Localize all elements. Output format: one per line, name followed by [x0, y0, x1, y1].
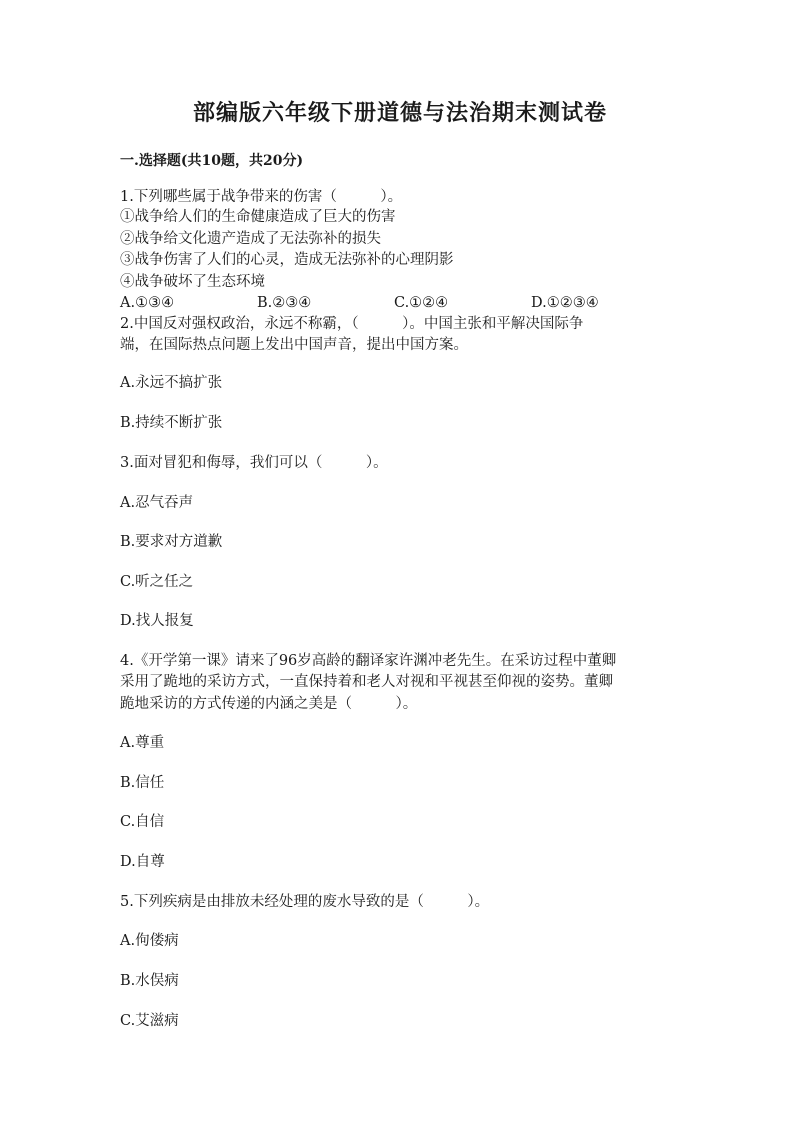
option-d[interactable]: D.自尊: [120, 854, 165, 870]
option-c[interactable]: C.自信: [120, 814, 165, 830]
option-b[interactable]: B.要求对方道歉: [120, 534, 223, 550]
question-4-stem: 4.《开学第一课》请来了96岁高龄的翻译家许渊冲老先生。在采访过程中董卿: [120, 653, 617, 669]
option-b[interactable]: B.水俣病: [120, 973, 179, 989]
question-3-stem: 3.面对冒犯和侮辱，我们可以（ ）。: [120, 455, 388, 471]
option-c[interactable]: C.听之任之: [120, 574, 194, 590]
question-2-stem: 端，在国际热点问题上发出中国声音，提出中国方案。: [120, 337, 468, 353]
option-d[interactable]: D.找人报复: [120, 613, 194, 629]
option-a[interactable]: A.永远不搞扩张: [120, 375, 223, 391]
question-1-item: ②战争给文化遗产造成了无法弥补的损失: [120, 231, 381, 247]
question-1-item: ③战争伤害了人们的心灵，造成无法弥补的心理阴影: [120, 252, 454, 268]
question-1-options: [120, 293, 680, 313]
question-5-stem: 5.下列疾病是由排放未经处理的废水导致的是（ ）。: [120, 894, 490, 910]
question-1-stem: 1.下列哪些属于战争带来的伤害（ ）。: [120, 189, 403, 205]
question-1-item: ④战争破坏了生态环境: [120, 274, 265, 290]
question-4-stem: 跪地采访的方式传递的内涵之美是（ ）。: [120, 696, 418, 712]
option-b[interactable]: B.持续不断扩张: [120, 415, 223, 431]
option-a[interactable]: A.尊重: [120, 735, 165, 751]
question-4-stem: 采用了跪地的采访方式，一直保持着和老人对视和平视甚至仰视的姿势。董卿: [120, 674, 613, 690]
option-c[interactable]: C.①②④: [394, 295, 449, 311]
option-b[interactable]: B.信任: [120, 775, 165, 791]
option-a[interactable]: A.①③④: [120, 295, 175, 311]
option-d[interactable]: D.①②③④: [531, 295, 599, 311]
question-1-item: ①战争给人们的生命健康造成了巨大的伤害: [120, 209, 396, 225]
option-a[interactable]: A.佝偻病: [120, 933, 179, 949]
section-header: 一.选择题(共10题，共20分): [120, 153, 304, 169]
question-2-stem: 2.中国反对强权政治，永远不称霸，（ ）。中国主张和平解决国际争: [120, 316, 584, 332]
option-a[interactable]: A.忍气吞声: [120, 495, 194, 511]
option-c[interactable]: C.艾滋病: [120, 1013, 179, 1029]
page-title: 部编版六年级下册道德与法治期末测试卷: [192, 100, 607, 126]
option-b[interactable]: B.②③④: [257, 295, 312, 311]
